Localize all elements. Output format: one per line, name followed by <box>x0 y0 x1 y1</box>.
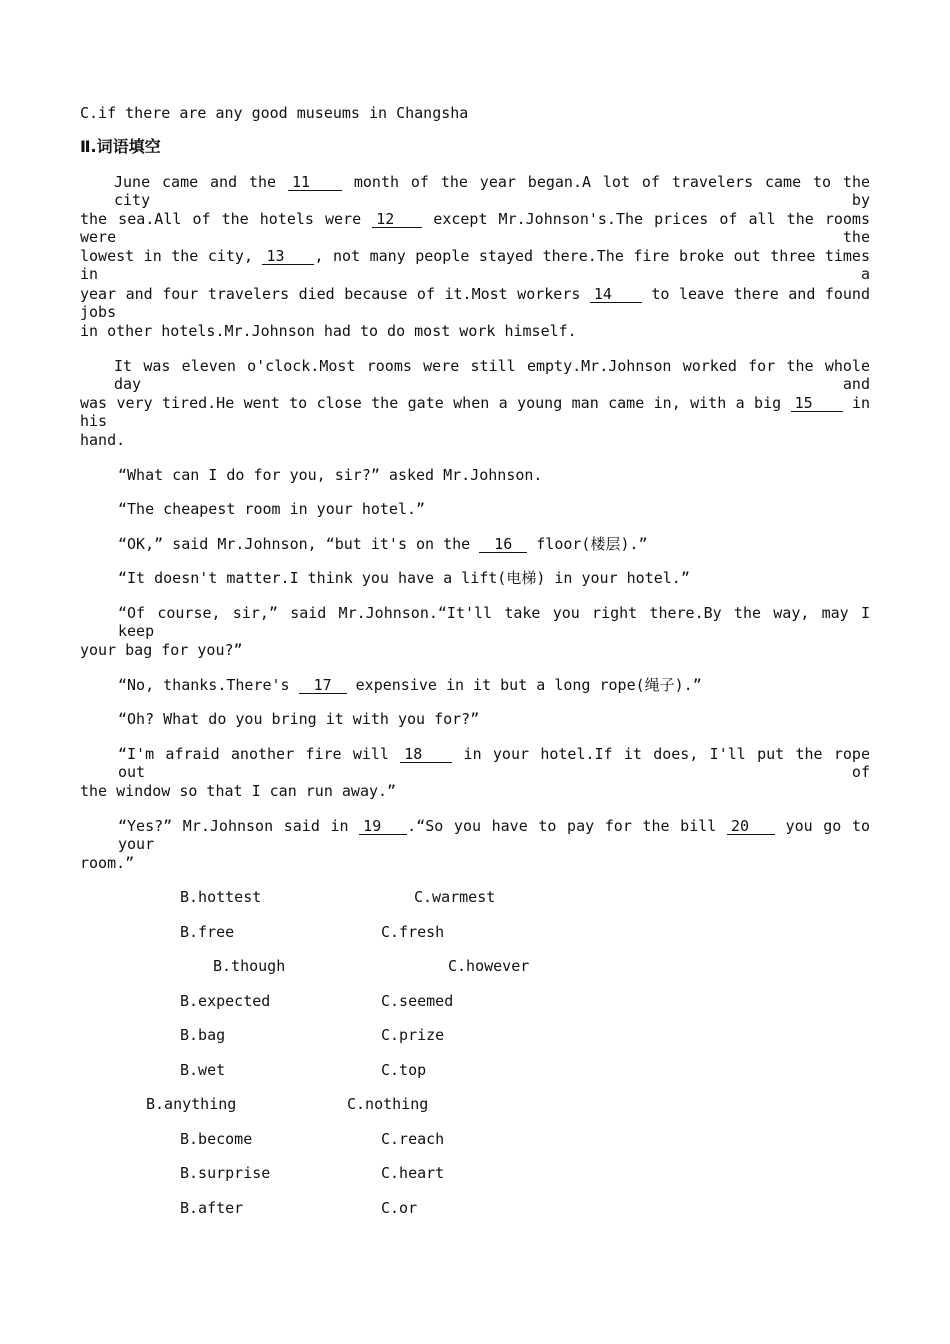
dialogue-line: “What can I do for you, sir?” asked Mr.Johnson. <box>118 466 543 484</box>
blank-19[interactable]: 19 <box>359 818 407 835</box>
passage-text: “I'm afraid another fire will <box>118 745 389 763</box>
option-17-b[interactable]: B.anything <box>146 1095 237 1113</box>
passage-line <box>114 173 870 209</box>
previous-option-c: C.if there are any good museums in Changsha <box>80 104 469 122</box>
passage-text: “OK,” said Mr.Johnson, “but it's on the <box>118 535 471 553</box>
passage-text: in your hotel.If it does, I'll put the rope out of <box>118 745 870 781</box>
passage-text: expensive in it but a long rope(绳子).” <box>355 676 702 694</box>
option-17-c[interactable]: C.nothing <box>347 1095 429 1113</box>
passage-line <box>80 247 870 283</box>
option-18-c[interactable]: C.reach <box>381 1130 445 1148</box>
option-20-b[interactable]: B.after <box>180 1199 244 1217</box>
passage-text: was very tired.He went to close the gate when a young man came in, with a big <box>80 394 782 412</box>
dialogue-line: “It doesn't matter.I think you have a lift(电梯) in your hotel.” <box>118 569 690 587</box>
dialogue-line <box>118 745 870 781</box>
option-16-c[interactable]: C.top <box>381 1061 427 1079</box>
option-16-b[interactable]: B.wet <box>180 1061 226 1079</box>
passage-text: year and four travelers died because of it.Most workers <box>80 285 581 303</box>
blank-13[interactable]: 13 <box>262 248 314 265</box>
passage-text: the sea.All of the hotels were <box>80 210 362 228</box>
passage-text: “No, thanks.There's <box>118 676 290 694</box>
dialogue-line <box>118 535 870 553</box>
blank-15[interactable]: 15 <box>791 395 843 412</box>
option-15-c[interactable]: C.prize <box>381 1026 445 1044</box>
option-14-b[interactable]: B.expected <box>180 992 271 1010</box>
option-13-c[interactable]: C.however <box>448 957 530 975</box>
passage-line: hand. <box>80 431 126 449</box>
dialogue-line: “Oh? What do you bring it with you for?” <box>118 710 480 728</box>
passage-text: floor(楼层).” <box>536 535 648 553</box>
section-heading: Ⅱ.词语填空 <box>80 137 161 156</box>
dialogue-line <box>118 817 870 853</box>
option-13-b[interactable]: B.though <box>213 957 286 975</box>
passage-text: to leave there and found jobs <box>80 285 870 321</box>
passage-text: month of the year began.A lot of travelers came to the city by <box>114 173 871 209</box>
option-15-b[interactable]: B.bag <box>180 1026 226 1044</box>
blank-17[interactable]: 17 <box>299 677 347 694</box>
option-19-b[interactable]: B.surprise <box>180 1164 271 1182</box>
dialogue-line: “The cheapest room in your hotel.” <box>118 500 426 518</box>
option-14-c[interactable]: C.seemed <box>381 992 454 1010</box>
passage-line: in other hotels.Mr.Johnson had to do most work himself. <box>80 322 577 340</box>
dialogue-line: the window so that I can run away.” <box>80 782 397 800</box>
option-12-c[interactable]: C.fresh <box>381 923 445 941</box>
option-19-c[interactable]: C.heart <box>381 1164 445 1182</box>
passage-text: .“So you have to pay for the bill <box>407 817 717 835</box>
passage-text: lowest in the city, <box>80 247 253 265</box>
passage-text: except Mr.Johnson's.The prices of all the rooms were the <box>80 210 870 246</box>
passage-line <box>80 394 870 430</box>
blank-11[interactable]: 11 <box>288 174 342 191</box>
dialogue-line: room.” <box>80 854 135 872</box>
passage-text: , not many people stayed there.The fire broke out three times in a <box>80 247 870 283</box>
passage-line: It was eleven o'clock.Most rooms were still empty.Mr.Johnson worked for the whole day and <box>114 357 870 393</box>
dialogue-line: your bag for you?” <box>80 641 243 659</box>
passage-line <box>80 210 870 246</box>
blank-16[interactable]: 16 <box>479 536 527 553</box>
dialogue-line: “Of course, sir,” said Mr.Johnson.“It'll take you right there.By the way, may I keep <box>118 604 870 640</box>
option-12-b[interactable]: B.free <box>180 923 235 941</box>
blank-12[interactable]: 12 <box>372 211 422 228</box>
blank-14[interactable]: 14 <box>590 286 642 303</box>
option-20-c[interactable]: C.or <box>381 1199 418 1217</box>
passage-text: you go to your <box>118 817 871 853</box>
passage-text: “Yes?” Mr.Johnson said in <box>118 817 349 835</box>
passage-text: in his <box>80 394 871 430</box>
option-11-b[interactable]: B.hottest <box>180 888 262 906</box>
blank-20[interactable]: 20 <box>727 818 775 835</box>
passage-line <box>80 285 870 321</box>
passage-text: June came and the <box>114 173 277 191</box>
option-11-c[interactable]: C.warmest <box>414 888 496 906</box>
dialogue-line <box>118 676 870 694</box>
option-18-b[interactable]: B.become <box>180 1130 253 1148</box>
blank-18[interactable]: 18 <box>400 746 452 763</box>
